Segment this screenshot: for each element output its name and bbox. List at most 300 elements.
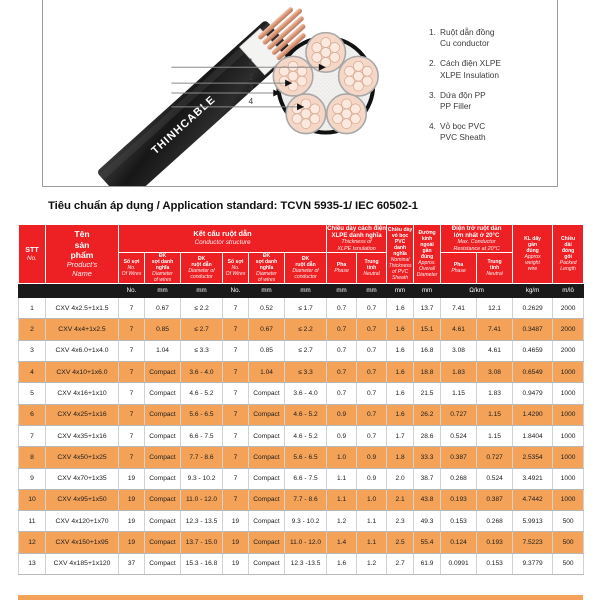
cell-conddiam-2: 5.6 - 6.5 xyxy=(285,447,327,468)
cell-pvc-thickness: 1.6 xyxy=(387,319,414,340)
cell-xlpe-phase: 1.0 xyxy=(327,447,357,468)
cell-xlpe-neutral: 0.7 xyxy=(357,404,387,425)
cell-length: 2000 xyxy=(553,340,584,361)
cell-xlpe-neutral: 0.9 xyxy=(357,468,387,489)
cell-overall-diameter: 55.4 xyxy=(414,532,441,553)
unit-xlpe-phase: mm xyxy=(327,284,357,298)
cell-pvc-thickness: 1.6 xyxy=(387,404,414,425)
th-sub-en: Phase xyxy=(451,268,466,275)
cell-length: 1000 xyxy=(553,425,584,446)
cell-pvc-thickness: 2.3 xyxy=(387,511,414,532)
cell-stt: 9 xyxy=(19,468,46,489)
cell-res-phase: 0.0991 xyxy=(441,553,477,574)
th-overall-diameter xyxy=(414,225,441,284)
th-sub-xlpe-neutral xyxy=(357,253,387,284)
legend-item xyxy=(429,121,559,143)
th-sub-res-phase xyxy=(441,253,477,284)
unit-resistance: Ω/km xyxy=(441,284,513,298)
th-sub-en: Neutral xyxy=(486,271,503,278)
cell-conddiam-1: 13.7 - 15.0 xyxy=(181,532,223,553)
cell-wires-1: 7 xyxy=(119,425,145,446)
cell-res-phase: 0.124 xyxy=(441,532,477,553)
cell-res-phase: 0.387 xyxy=(441,447,477,468)
cell-wires-2: 19 xyxy=(223,532,249,553)
legend-list xyxy=(429,27,559,153)
cell-wirediam-2: Compact xyxy=(249,447,285,468)
cell-pvc-thickness: 1.6 xyxy=(387,383,414,404)
unit-xlpe-neutral: mm xyxy=(357,284,387,298)
unit-wires-1: No. xyxy=(119,284,145,298)
cell-conddiam-1: 12.3 - 13.5 xyxy=(181,511,223,532)
cell-conddiam-2: ≤ 2.7 xyxy=(285,340,327,361)
th-sub-vn: Số sợi xyxy=(227,259,244,266)
th-xlpe-en: Thickness of XLPE Isnulation xyxy=(337,239,376,252)
specification-table xyxy=(18,224,584,575)
cell-wirediam-1: 0.67 xyxy=(145,298,181,319)
cell-wires-2: 7 xyxy=(223,404,249,425)
th-sub-vn: ĐK ruột dẫn xyxy=(191,256,212,269)
table-row xyxy=(19,298,584,319)
cell-res-neutral: 1.15 xyxy=(477,404,513,425)
cell-weight: 5.9913 xyxy=(513,511,553,532)
units-row xyxy=(19,284,584,298)
cell-pvc-thickness: 1.7 xyxy=(387,425,414,446)
cell-stt: 10 xyxy=(19,489,46,510)
th-sub-en: Diameter of conductor xyxy=(292,268,319,281)
cell-wires-1: 7 xyxy=(119,319,145,340)
cell-res-phase: 1.15 xyxy=(441,383,477,404)
cell-wires-1: 7 xyxy=(119,404,145,425)
th-xlpe-vn: Chiều dày cách điện XLPE danh nghĩa xyxy=(327,225,387,240)
cell-weight: 2.5354 xyxy=(513,447,553,468)
th-sub-xlpe-phase xyxy=(327,253,357,284)
th-packed-length xyxy=(553,225,584,284)
cell-xlpe-phase: 0.7 xyxy=(327,340,357,361)
cell-pvc-thickness: 2.5 xyxy=(387,532,414,553)
cell-res-neutral: 1.15 xyxy=(477,425,513,446)
specification-table-wrapper xyxy=(18,224,583,575)
th-pvc-sheath-thickness xyxy=(387,225,414,284)
cell-wires-1: 19 xyxy=(119,489,145,510)
cell-res-phase: 7.41 xyxy=(441,298,477,319)
cell-overall-diameter: 15.1 xyxy=(414,319,441,340)
cell-length: 500 xyxy=(553,511,584,532)
cell-wires-1: 7 xyxy=(119,298,145,319)
cell-res-neutral: 4.61 xyxy=(477,340,513,361)
cell-weight: 4.7442 xyxy=(513,489,553,510)
table-head xyxy=(19,225,584,298)
cell-wirediam-1: Compact xyxy=(145,383,181,404)
legend-item xyxy=(429,58,559,80)
th-pvc-en: Nominal Thickness of PVC Sheath xyxy=(388,257,412,282)
cell-name: CXV 4x150+1x95 xyxy=(46,532,119,553)
cell-overall-diameter: 26.2 xyxy=(414,404,441,425)
cell-res-neutral: 0.387 xyxy=(477,489,513,510)
table-row xyxy=(19,319,584,340)
th-sub-wirediam-1 xyxy=(145,253,181,284)
cell-wires-1: 19 xyxy=(119,532,145,553)
th-od-vn: Đường kính ngoài gần đúng xyxy=(418,230,436,261)
cell-length: 1000 xyxy=(553,468,584,489)
cell-name: CXV 4x120+1x70 xyxy=(46,511,119,532)
cell-length: 1000 xyxy=(553,447,584,468)
cell-wirediam-2: Compact xyxy=(249,404,285,425)
cell-wirediam-1: Compact xyxy=(145,404,181,425)
cell-pvc-thickness: 1.6 xyxy=(387,362,414,383)
cell-overall-diameter: 38.7 xyxy=(414,468,441,489)
unit-name xyxy=(46,284,119,298)
table-row xyxy=(19,362,584,383)
cell-weight: 0.2629 xyxy=(513,298,553,319)
th-sub-vn: Pha xyxy=(453,262,464,269)
cell-xlpe-phase: 0.7 xyxy=(327,319,357,340)
th-sub-vn: Trung tính xyxy=(487,259,502,272)
cell-name: CXV 4x4+1x2.5 xyxy=(46,319,119,340)
table-body xyxy=(19,298,584,575)
cell-pvc-thickness: 2.7 xyxy=(387,553,414,574)
cell-length: 500 xyxy=(553,553,584,574)
th-sub-vn: ĐK sợi danh nghĩa xyxy=(151,253,174,272)
cell-wires-2: 7 xyxy=(223,298,249,319)
cell-xlpe-neutral: 0.9 xyxy=(357,447,387,468)
cell-name: CXV 4x70+1x35 xyxy=(46,468,119,489)
cell-stt: 7 xyxy=(19,425,46,446)
cell-length: 1000 xyxy=(553,489,584,510)
cell-name: CXV 4x16+1x10 xyxy=(46,383,119,404)
table-row xyxy=(19,340,584,361)
th-pvc-vn: Chiều dày vỏ bọc PVC danh nghĩa xyxy=(387,227,413,258)
cell-xlpe-phase: 1.6 xyxy=(327,553,357,574)
unit-wires-2: No. xyxy=(223,284,249,298)
th-sub-vn: ĐK ruột dẫn xyxy=(295,256,316,269)
table-row xyxy=(19,489,584,510)
cell-wirediam-2: Compact xyxy=(249,425,285,446)
application-standard-title: Tiêu chuẩn áp dụng / Application standard: TCVN 5935-1/ IEC 60502-1 xyxy=(48,200,418,212)
th-sub-en: Diameter of conductor xyxy=(188,268,215,281)
cell-res-phase: 3.08 xyxy=(441,340,477,361)
cell-length: 1000 xyxy=(553,383,584,404)
cell-conddiam-2: ≤ 2.2 xyxy=(285,319,327,340)
cell-stt: 6 xyxy=(19,404,46,425)
th-stt xyxy=(19,225,46,284)
cell-name: CXV 4x50+1x25 xyxy=(46,447,119,468)
th-weight-vn: KL dây gần đúng xyxy=(524,236,542,255)
th-sub-en: No. Of Wires xyxy=(225,265,246,278)
th-od-en: Approx. Overall Diameter xyxy=(416,260,438,279)
cell-overall-diameter: 49.3 xyxy=(414,511,441,532)
cell-wirediam-1: 1.04 xyxy=(145,340,181,361)
cell-res-neutral: 1.83 xyxy=(477,383,513,404)
table-row xyxy=(19,532,584,553)
legend-label-en: Cu conductor xyxy=(440,38,490,49)
cell-name: CXV 4x10+1x6.0 xyxy=(46,362,119,383)
cell-weight: 0.3487 xyxy=(513,319,553,340)
cell-pvc-thickness: 1.6 xyxy=(387,340,414,361)
th-sub-vn: ĐK sợi danh nghĩa xyxy=(255,253,278,272)
cell-xlpe-phase: 0.7 xyxy=(327,383,357,404)
cell-length: 500 xyxy=(553,532,584,553)
cell-stt: 4 xyxy=(19,362,46,383)
cell-wirediam-1: Compact xyxy=(145,362,181,383)
cell-conddiam-1: 4.6 - 5.2 xyxy=(181,383,223,404)
cell-wires-2: 7 xyxy=(223,447,249,468)
cell-xlpe-phase: 0.9 xyxy=(327,425,357,446)
cell-xlpe-neutral: 0.7 xyxy=(357,362,387,383)
unit-wirediam-1: mm xyxy=(145,284,181,298)
cell-wires-2: 19 xyxy=(223,511,249,532)
cell-name: CXV 4x25+1x16 xyxy=(46,404,119,425)
cell-wirediam-2: 0.85 xyxy=(249,340,285,361)
th-sub-en: Diameter of wires xyxy=(256,271,277,284)
cell-weight: 0.4659 xyxy=(513,340,553,361)
cell-res-neutral: 3.08 xyxy=(477,362,513,383)
unit-weight: kg/m xyxy=(513,284,553,298)
th-sub-wirediam-2 xyxy=(249,253,285,284)
cell-wires-1: 7 xyxy=(119,447,145,468)
cell-weight: 1.4290 xyxy=(513,404,553,425)
cell-wirediam-2: 1.04 xyxy=(249,362,285,383)
cell-conddiam-1: 11.0 - 12.0 xyxy=(181,489,223,510)
cell-stt: 3 xyxy=(19,340,46,361)
cell-stt: 11 xyxy=(19,511,46,532)
table-row xyxy=(19,404,584,425)
th-resistance xyxy=(441,225,513,253)
cell-overall-diameter: 28.6 xyxy=(414,425,441,446)
cell-stt: 8 xyxy=(19,447,46,468)
cell-res-neutral: 0.524 xyxy=(477,468,513,489)
cell-wirediam-2: Compact xyxy=(249,511,285,532)
th-cs-vn: Kết cấu ruột dẫn xyxy=(193,229,252,239)
legend-label-en: PP Filler xyxy=(440,100,472,111)
cell-stt: 2 xyxy=(19,319,46,340)
cell-wirediam-2: Compact xyxy=(249,532,285,553)
cell-wires-2: 7 xyxy=(223,362,249,383)
callout-label-1: 1 xyxy=(248,56,254,67)
unit-pvc: mm xyxy=(387,284,414,298)
cell-wires-2: 7 xyxy=(223,340,249,361)
callout-label-4: 4 xyxy=(248,95,254,106)
cell-wires-2: 7 xyxy=(223,468,249,489)
th-sub-vn: Số sợi xyxy=(123,259,140,266)
cell-xlpe-neutral: 0.7 xyxy=(357,319,387,340)
th-sub-en: Neutral xyxy=(363,271,380,278)
cell-weight: 0.9479 xyxy=(513,383,553,404)
cell-overall-diameter: 18.8 xyxy=(414,362,441,383)
cell-xlpe-phase: 1.1 xyxy=(327,489,357,510)
cell-wirediam-1: Compact xyxy=(145,489,181,510)
legend-label-en: PVC Sheath xyxy=(440,132,486,143)
th-sub-en: Phase xyxy=(334,268,349,275)
cell-res-neutral: 0.268 xyxy=(477,511,513,532)
cell-conddiam-1: ≤ 2.7 xyxy=(181,319,223,340)
legend-label-vn: Ruột dẫn đồng xyxy=(440,27,495,37)
cell-wires-1: 37 xyxy=(119,553,145,574)
legend-label-en: XLPE Insulation xyxy=(440,69,500,80)
cell-conddiam-1: 9.3 - 10.2 xyxy=(181,468,223,489)
cell-wires-2: 7 xyxy=(223,383,249,404)
cell-xlpe-phase: 0.7 xyxy=(327,362,357,383)
cell-conddiam-2: 4.6 - 5.2 xyxy=(285,425,327,446)
cell-length: 2000 xyxy=(553,319,584,340)
th-weight xyxy=(513,225,553,284)
cell-conddiam-2: 7.7 - 8.6 xyxy=(285,489,327,510)
cell-weight: 9.3779 xyxy=(513,553,553,574)
cell-res-phase: 4.61 xyxy=(441,319,477,340)
cell-conddiam-2: ≤ 1.7 xyxy=(285,298,327,319)
cell-res-neutral: 0.727 xyxy=(477,447,513,468)
cell-wires-1: 7 xyxy=(119,383,145,404)
th-weight-en: Approx weight wire xyxy=(524,254,541,273)
cell-conddiam-2: 4.6 - 5.2 xyxy=(285,404,327,425)
cell-overall-diameter: 33.3 xyxy=(414,447,441,468)
cell-wirediam-1: Compact xyxy=(145,447,181,468)
th-stt-en: No. xyxy=(27,254,37,262)
legend-number: 2. xyxy=(429,58,436,69)
th-sub-en: Diameter of wires xyxy=(152,271,173,284)
cell-res-neutral: 12.1 xyxy=(477,298,513,319)
cell-wires-1: 7 xyxy=(119,362,145,383)
cell-name: CXV 4x2.5+1x1.5 xyxy=(46,298,119,319)
cell-conddiam-1: ≤ 2.2 xyxy=(181,298,223,319)
legend-number: 3. xyxy=(429,89,436,100)
cell-length: 1000 xyxy=(553,362,584,383)
cell-name: CXV 4x6.0+1x4.0 xyxy=(46,340,119,361)
th-name-vn: Tên sản phẩm xyxy=(70,229,94,261)
cell-conddiam-1: 3.6 - 4.0 xyxy=(181,362,223,383)
cell-conddiam-2: 12.3 -13.5 xyxy=(285,553,327,574)
cell-stt: 12 xyxy=(19,532,46,553)
cell-res-neutral: 0.153 xyxy=(477,553,513,574)
cell-length: 2000 xyxy=(553,298,584,319)
cell-weight: 7.5223 xyxy=(513,532,553,553)
cell-xlpe-neutral: 1.1 xyxy=(357,511,387,532)
cell-conddiam-1: 5.6 - 6.5 xyxy=(181,404,223,425)
cell-overall-diameter: 43.8 xyxy=(414,489,441,510)
cell-weight: 0.6549 xyxy=(513,362,553,383)
cell-xlpe-neutral: 1.2 xyxy=(357,553,387,574)
cell-conddiam-2: 3.6 - 4.0 xyxy=(285,383,327,404)
callout-label-2: 2 xyxy=(248,72,254,83)
cell-wirediam-1: Compact xyxy=(145,532,181,553)
cell-res-neutral: 0.193 xyxy=(477,532,513,553)
cell-conddiam-1: 7.7 - 8.6 xyxy=(181,447,223,468)
cell-overall-diameter: 61.9 xyxy=(414,553,441,574)
legend-number: 4. xyxy=(429,121,436,132)
cell-xlpe-neutral: 0.7 xyxy=(357,383,387,404)
cell-wirediam-2: Compact xyxy=(249,553,285,574)
unit-length: m/lô xyxy=(553,284,584,298)
cell-res-neutral: 7.41 xyxy=(477,319,513,340)
cell-wirediam-1: 0.85 xyxy=(145,319,181,340)
legend-label-vn: Dứa độn PP xyxy=(440,89,486,100)
cell-wires-1: 7 xyxy=(119,340,145,361)
cable-brand-text: THINHCABLE xyxy=(149,93,219,157)
table-row xyxy=(19,553,584,574)
cell-xlpe-neutral: 1.1 xyxy=(357,532,387,553)
th-product-name xyxy=(46,225,119,284)
cell-pvc-thickness: 2.0 xyxy=(387,468,414,489)
cell-wirediam-2: Compact xyxy=(249,383,285,404)
cell-xlpe-neutral: 0.7 xyxy=(357,340,387,361)
th-len-en: Packed Length xyxy=(559,260,577,273)
cell-res-phase: 0.524 xyxy=(441,425,477,446)
unit-conddiam-2: mm xyxy=(285,284,327,298)
cell-wirediam-1: Compact xyxy=(145,553,181,574)
callout-labels xyxy=(249,56,254,106)
cell-conddiam-1: 15.3 - 16.8 xyxy=(181,553,223,574)
th-sub-res-neutral xyxy=(477,253,513,284)
cell-conddiam-1: 6.6 - 7.5 xyxy=(181,425,223,446)
legend-label-vn: Vỏ bọc PVC xyxy=(440,121,486,132)
cell-xlpe-phase: 1.2 xyxy=(327,511,357,532)
cell-res-phase: 0.268 xyxy=(441,468,477,489)
th-cs-en: Conductor structure xyxy=(194,239,251,247)
cell-weight: 3.4921 xyxy=(513,468,553,489)
cell-wires-2: 7 xyxy=(223,319,249,340)
th-stt-vn: STT xyxy=(25,245,39,255)
cell-res-phase: 1.83 xyxy=(441,362,477,383)
cell-wires-1: 19 xyxy=(119,468,145,489)
cell-name: CXV 4x185+1x120 xyxy=(46,553,119,574)
cell-pvc-thickness: 1.6 xyxy=(387,298,414,319)
th-sub-wires-2 xyxy=(223,253,249,284)
callout-label-3: 3 xyxy=(248,82,254,93)
cell-wires-2: 19 xyxy=(223,553,249,574)
table-bottom-strip xyxy=(18,595,583,600)
cell-conddiam-2: 6.6 - 7.5 xyxy=(285,468,327,489)
cell-conddiam-2: 11.0 - 12.0 xyxy=(285,532,327,553)
cell-wires-1: 19 xyxy=(119,511,145,532)
th-name-en: Product's Name xyxy=(66,259,98,278)
th-sub-conddiam-1 xyxy=(181,253,223,284)
th-xlpe-thickness xyxy=(327,225,387,253)
cell-wirediam-2: Compact xyxy=(249,468,285,489)
unit-conddiam-1: mm xyxy=(181,284,223,298)
cell-res-phase: 0.727 xyxy=(441,404,477,425)
th-sub-vn: Trung tính xyxy=(364,259,379,272)
th-res-vn: Điện trở ruột dẫn lớn nhất ở 20°C xyxy=(451,225,502,240)
cell-xlpe-phase: 0.7 xyxy=(327,298,357,319)
cell-conddiam-2: ≤ 3.3 xyxy=(285,362,327,383)
cell-xlpe-phase: 0.9 xyxy=(327,404,357,425)
cell-weight: 1.8404 xyxy=(513,425,553,446)
table-row xyxy=(19,468,584,489)
cell-conddiam-1: ≤ 3.3 xyxy=(181,340,223,361)
cell-wirediam-2: Compact xyxy=(249,489,285,510)
unit-wirediam-2: mm xyxy=(249,284,285,298)
th-sub-wires-1 xyxy=(119,253,145,284)
table-row xyxy=(19,447,584,468)
th-res-en: Max. Conductor Resistance at 20°C xyxy=(453,239,500,252)
cell-xlpe-neutral: 0.7 xyxy=(357,298,387,319)
cell-wirediam-1: Compact xyxy=(145,425,181,446)
cell-overall-diameter: 16.8 xyxy=(414,340,441,361)
cell-xlpe-neutral: 1.0 xyxy=(357,489,387,510)
table-row xyxy=(19,425,584,446)
cell-wires-2: 7 xyxy=(223,489,249,510)
cell-res-phase: 0.153 xyxy=(441,511,477,532)
cell-res-phase: 0.193 xyxy=(441,489,477,510)
cell-xlpe-phase: 1.1 xyxy=(327,468,357,489)
cell-name: CXV 4x35+1x16 xyxy=(46,425,119,446)
legend-item xyxy=(429,90,559,112)
cell-xlpe-phase: 1.4 xyxy=(327,532,357,553)
cell-stt: 13 xyxy=(19,553,46,574)
legend-number: 1. xyxy=(429,27,436,37)
cell-pvc-thickness: 2.1 xyxy=(387,489,414,510)
cell-length: 1000 xyxy=(553,404,584,425)
th-len-vn: Chiều dài đóng gói xyxy=(561,236,576,261)
